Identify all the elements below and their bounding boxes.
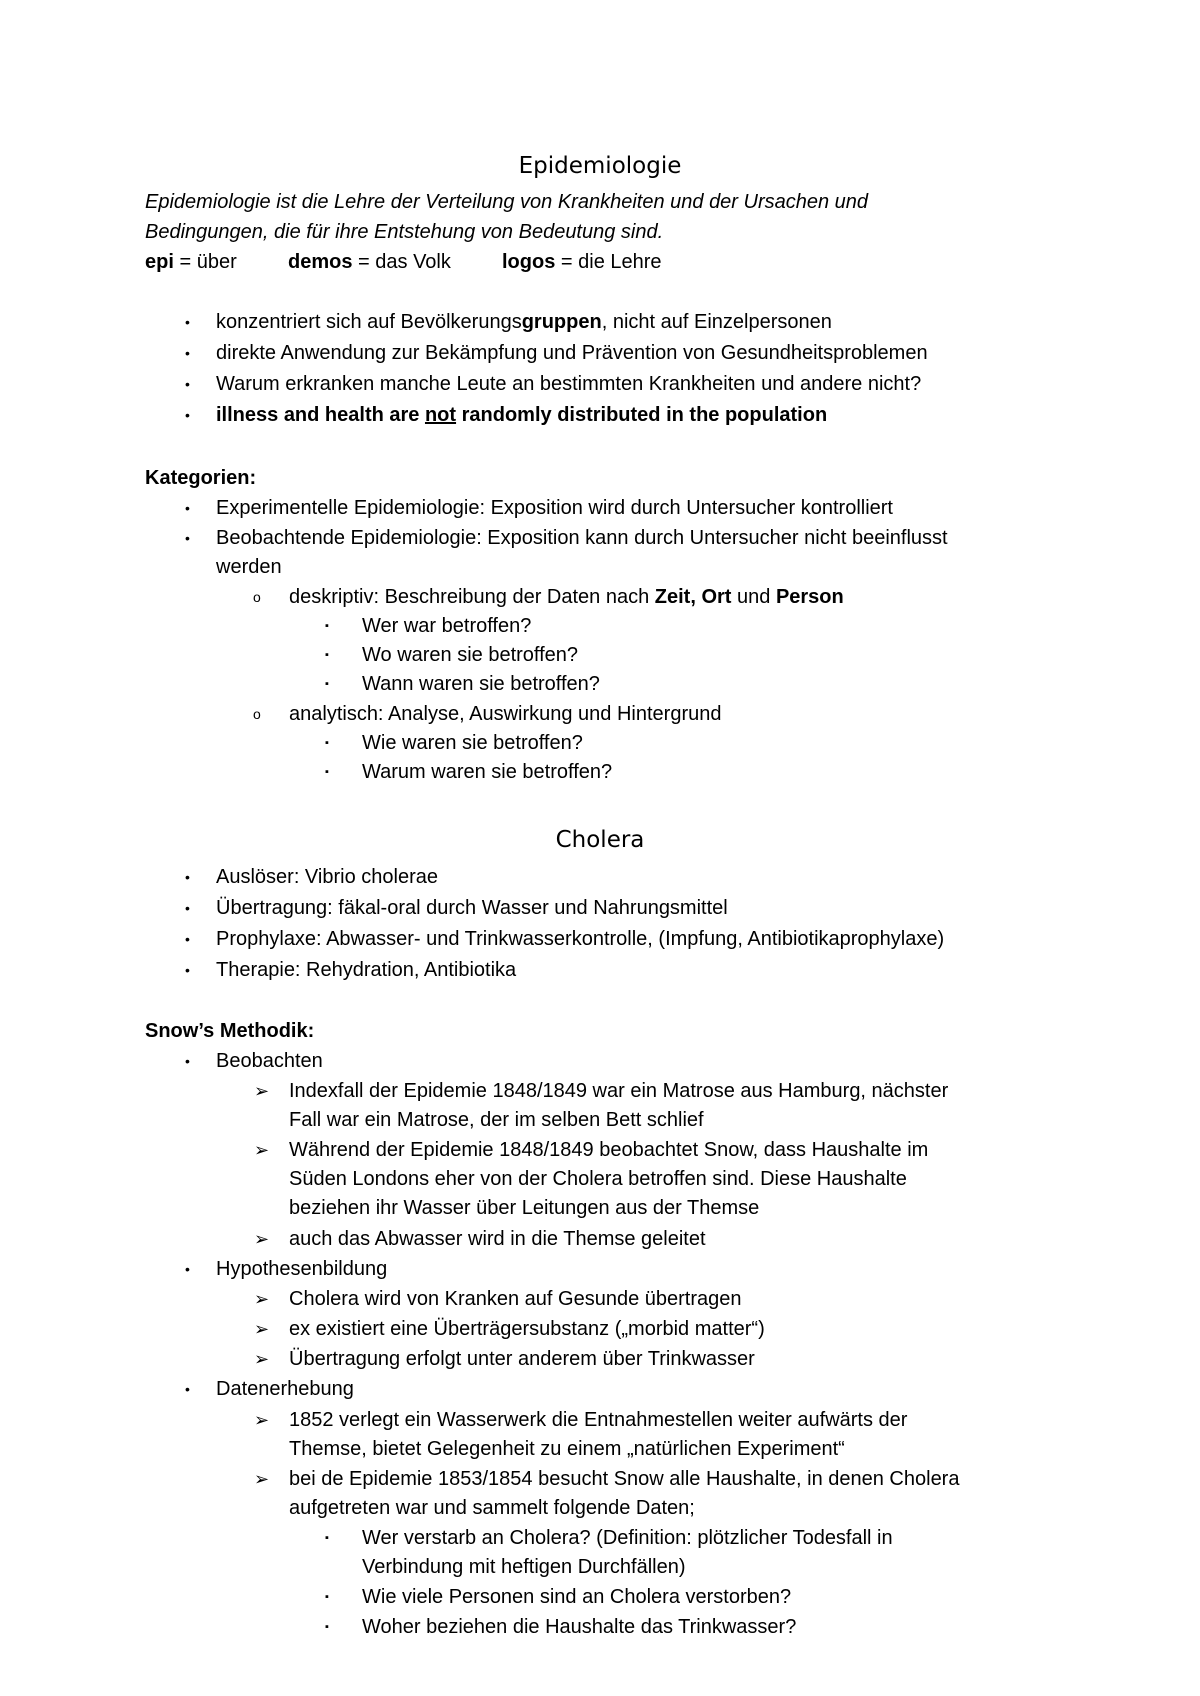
etymology-meaning: = die Lehre <box>555 251 662 273</box>
etymology-term: epi <box>145 251 174 273</box>
bullet-marker: • <box>185 869 190 885</box>
snow-datenerhebung: Datenerhebung <box>216 1378 354 1400</box>
beobachten-item-1-line-2: Fall war ein Matrose, der im selben Bett schlief <box>289 1109 704 1131</box>
bullet-marker: • <box>185 376 190 392</box>
bullet-marker: • <box>185 500 190 516</box>
epi-bullet-4 <box>216 403 827 427</box>
daten-subitem-1-line-1: Wer verstarb an Cholera? (Definition: plötzlicher Todesfall in <box>362 1527 893 1549</box>
beobachten-item-2-line-2: Süden Londons eher von der Cholera betroffen sind. Diese Haushalte <box>289 1168 907 1190</box>
square-marker: ▪ <box>325 649 329 661</box>
arrow-marker: ➢ <box>254 1319 270 1339</box>
square-marker: ▪ <box>325 1532 329 1544</box>
text-segment-bold: , <box>690 586 702 608</box>
deskriptiv-question-3: Wann waren sie betroffen? <box>362 673 600 695</box>
daten-subitem-1-line-2: Verbindung mit heftigen Durchfällen) <box>362 1556 686 1578</box>
square-marker: ▪ <box>325 737 329 749</box>
bullet-marker: • <box>185 345 190 361</box>
bullet-marker: • <box>185 1053 190 1069</box>
bullet-marker: • <box>185 931 190 947</box>
beobachten-item-2-line-3: beziehen ihr Wasser über Leitungen aus der Themse <box>289 1197 760 1219</box>
arrow-marker: ➢ <box>254 1349 270 1369</box>
circle-marker: o <box>253 589 261 605</box>
snow-beobachten: Beobachten <box>216 1050 323 1072</box>
text-segment-bold: gruppen <box>521 311 602 333</box>
daten-item-1-line-2: Themse, bietet Gelegenheit zu einem „natürlichen Experiment“ <box>289 1438 845 1460</box>
text-segment-bold: Ort <box>701 586 732 608</box>
daten-item-2-line-1: bei de Epidemie 1853/1854 besucht Snow alle Haushalte, in denen Cholera <box>289 1468 960 1490</box>
text-segment: , nicht auf Einzelpersonen <box>601 311 832 333</box>
hypothese-item-3: Übertragung erfolgt unter anderem über Trinkwasser <box>289 1348 755 1370</box>
cholera-item-2: Übertragung: fäkal-oral durch Wasser und Nahrungsmittel <box>216 897 728 919</box>
cholera-item-3: Prophylaxe: Abwasser- und Trinkwasserkontrolle, (Impfung, Antibiotikaprophylaxe) <box>216 928 945 950</box>
snow-hypothesen: Hypothesenbildung <box>216 1258 388 1280</box>
arrow-marker: ➢ <box>254 1469 270 1489</box>
arrow-marker: ➢ <box>254 1289 270 1309</box>
kategorie-item-2-line-2: werden <box>216 556 282 578</box>
analytisch-question-2: Warum waren sie betroffen? <box>362 761 613 783</box>
text-segment: randomly distributed in the population <box>456 404 828 426</box>
hypothese-item-2: ex existiert eine Überträgersubstanz („morbid matter“) <box>289 1318 765 1340</box>
bullet-marker: • <box>185 1381 190 1397</box>
bullet-marker: • <box>185 962 190 978</box>
square-marker: ▪ <box>325 766 329 778</box>
cholera-title: Cholera <box>555 827 645 853</box>
deskriptiv-question-2: Wo waren sie betroffen? <box>362 644 579 666</box>
epidemiologie-title: Epidemiologie <box>518 153 682 179</box>
hypothese-item-1: Cholera wird von Kranken auf Gesunde übertragen <box>289 1288 742 1310</box>
definition-line-2: Bedingungen, die für ihre Entstehung von Bedeutung sind. <box>145 221 664 243</box>
text-segment: und <box>731 586 776 608</box>
daten-subitem-3: Woher beziehen die Haushalte das Trinkwasser? <box>362 1616 797 1638</box>
epi-bullet-2: direkte Anwendung zur Bekämpfung und Prävention von Gesundheitsproblemen <box>216 342 928 364</box>
square-marker: ▪ <box>325 1591 329 1603</box>
text-segment-bold: Person <box>775 586 844 608</box>
circle-marker: o <box>253 706 261 722</box>
arrow-marker: ➢ <box>254 1081 270 1101</box>
snow-heading: Snow’s Methodik: <box>145 1020 315 1042</box>
square-marker: ▪ <box>325 678 329 690</box>
beobachten-item-1-line-1: Indexfall der Epidemie 1848/1849 war ein Matrose aus Hamburg, nächster <box>289 1080 949 1102</box>
text-segment: illness and health are <box>216 404 425 426</box>
cholera-item-1: Auslöser: Vibrio cholerae <box>216 866 438 888</box>
deskriptiv-item <box>289 585 844 609</box>
arrow-marker: ➢ <box>254 1140 270 1160</box>
daten-item-1-line-1: 1852 verlegt ein Wasserwerk die Entnahmestellen weiter aufwärts der <box>289 1409 908 1431</box>
daten-item-2-line-2: aufgetreten war und sammelt folgende Daten; <box>289 1497 695 1519</box>
arrow-marker: ➢ <box>254 1410 270 1430</box>
etymology-demos <box>288 250 451 274</box>
square-marker: ▪ <box>325 620 329 632</box>
epi-bullet-3: Warum erkranken manche Leute an bestimmten Krankheiten und andere nicht? <box>216 373 922 395</box>
daten-subitem-2: Wie viele Personen sind an Cholera verstorben? <box>362 1586 792 1608</box>
etymology-term: demos <box>288 251 353 273</box>
definition-line-1: Epidemiologie ist die Lehre der Verteilung von Krankheiten und der Ursachen und <box>145 191 869 213</box>
epi-bullet-1 <box>216 310 832 334</box>
text-segment-bold: Zeit <box>654 586 691 608</box>
text-segment: deskriptiv: Beschreibung der Daten nach <box>289 586 655 608</box>
etymology-logos <box>502 250 662 274</box>
arrow-marker: ➢ <box>254 1229 270 1249</box>
bullet-marker: • <box>185 1261 190 1277</box>
kategorien-heading: Kategorien: <box>145 467 257 489</box>
text-segment: konzentriert sich auf Bevölkerungs <box>216 311 522 333</box>
kategorie-item-2-line-1: Beobachtende Epidemiologie: Exposition kann durch Untersucher nicht beeinflusst <box>216 527 948 549</box>
beobachten-item-2-line-1: Während der Epidemie 1848/1849 beobachtet Snow, dass Haushalte im <box>289 1139 929 1161</box>
analytisch-question-1: Wie waren sie betroffen? <box>362 732 583 754</box>
etymology-meaning: = über <box>173 251 237 273</box>
analytisch-item: analytisch: Analyse, Auswirkung und Hintergrund <box>289 703 722 725</box>
text-segment-underlined: not <box>424 404 457 426</box>
bullet-marker: • <box>185 314 190 330</box>
bullet-marker: • <box>185 407 190 423</box>
beobachten-item-3: auch das Abwasser wird in die Themse geleitet <box>289 1228 706 1250</box>
etymology-epi <box>145 250 237 274</box>
bullet-marker: • <box>185 530 190 546</box>
square-marker: ▪ <box>325 1621 329 1633</box>
etymology-term: logos <box>502 251 556 273</box>
deskriptiv-question-1: Wer war betroffen? <box>362 615 532 637</box>
bullet-marker: • <box>185 900 190 916</box>
cholera-item-4: Therapie: Rehydration, Antibiotika <box>216 959 517 981</box>
kategorie-item-1: Experimentelle Epidemiologie: Exposition wird durch Untersucher kontrolliert <box>216 497 893 519</box>
etymology-meaning: = das Volk <box>352 251 451 273</box>
